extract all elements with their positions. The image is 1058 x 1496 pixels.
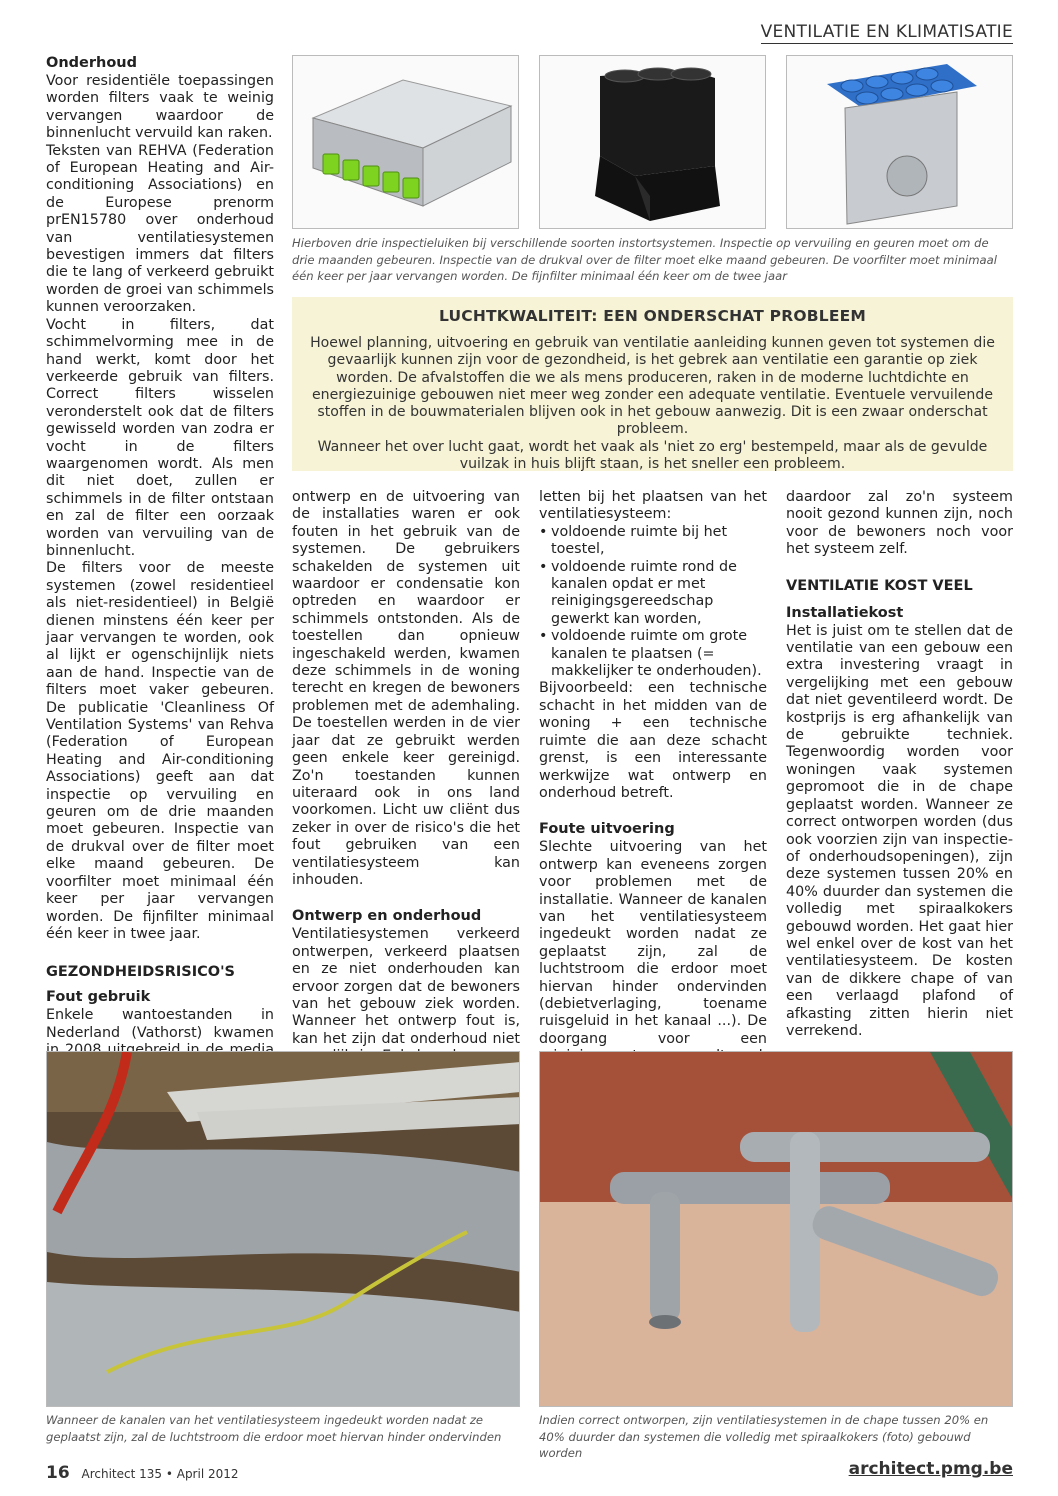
list-item: • voldoende ruimte om grote kanalen te plaatsen (= makkelijker te onderhouden). [539,628,767,680]
list-item: • voldoende ruimte rond de kanalen opdat er met reinigingsgereedschap gewerkt kan worden, [539,559,767,629]
heading-ontwerp-onderhoud: Ontwerp en onderhoud [292,908,482,925]
caption-bottom-left: Wanneer de kanalen van het ventilatiesysteem ingedeukt worden nadat ze geplaatst zijn, zal de luchtstroom die erdoor moet hiervan hinder ondervinden [46,1413,502,1444]
heading-onderhoud: Onderhoud [46,55,138,71]
inspection-box-black-image [540,56,766,229]
paragraph: daardoor zal zo'n systeem nooit gezond kunnen zijn, noch voor de bewoners noch voor het systeem zelf. [786,489,1013,558]
photo-inspection-box-green [292,55,519,229]
bullet-list [539,524,767,681]
callout-paragraph: Hoewel planning, uitvoering en gebruik van ventilatie aanleiding kunnen geven tot systemen die gevaarlijk kunnen zijn voor de gezondheid, is het gebrek aan ventilatie een garantie op ziek worden. De afvalstoffen die we als mens produceren, raken in de moderne luchtdichte en energiezuinige gebouwen niet meer weg zonder een adequate ventilatie. Eventuele vervuilende stoffen in de bouwmaterialen blijven ook in het gebouw aanwezig. Dit is een zwaar onderschat probleem. [310,335,995,438]
inspection-box-green-image [293,56,519,229]
paragraph: Slechte uitvoering van het ontwerp kan eveneens zorgen voor problemen met de installatie. Wanneer de kanalen van het ventilatiesysteem ingedeukt worden nadat ze geplaatst zijn, zal de luchtstroom die erdoor moet hiervan hinder ondervinden (debietverlaging, toename ruisgeluid in het kanaal ...). De doorgang voor een [539,839,767,1047]
dented-ducts-image [47,1052,520,1407]
footer-url-link[interactable]: architect.pmg.be [848,1459,1013,1479]
spiral-ducts-image [540,1052,1013,1407]
column-4 [786,489,1013,1040]
footer-issue [46,1463,239,1483]
paragraph: Teksten van REHVA (Federation of European Heating and Air-conditioning Associations) en de Europese prenorm prEN15780 over onderhoud van ventilatiesystemen bevestigen immers dat filters die te lang of verkeerd gebruikt worden de groei van schimmels kunnen veroorzaken. [46,142,274,316]
list-item: • voldoende ruimte bij het toestel, [539,524,767,559]
paragraph: Enkele wantoestanden in Nederland (Vathorst) kwamen [46,1007,274,1041]
column-1 [46,54,274,1094]
section-header: VENTILATIE EN KLIMATISATIE [760,22,1013,42]
paragraph: ontwerp en de uitvoering van de installaties waren er ook fouten in het gebruik van de systemen. De gebruikers schakelden de systemen uit waardoor er condensatie kon optreden en waardoor er schimmels ontstonden. Als de toestellen dan opnieuw ingeschakeld werden, kwamen deze schimmels in de woning terecht en kregen de bewoners problemen met de ademhaling. De toestellen werden in de vier jaar dat ze gebruikt werden geen enkele keer gereinigd. Zo'n toestanden kunnen uiteraard ook in ons land voorkomen. Licht uw cliënt dus zeker in over de risico's die het fout gebruiken van een ventilatiesysteem kan inhouden. [292,489,520,888]
heading-fout-gebruik: Fout gebruik [46,989,151,1006]
paragraph: letten bij het plaatsen van het ventilatiesysteem: [539,489,767,523]
paragraph: Vocht in filters, dat schimmelvorming mee in de hand werkt, komt door het verkeerde gebruik van filters. Correct filters wisselen veronderstelt ook dat de filters gewisseld worden van zodra er vocht in de filters waargenomen wordt. Als men dit niet doet, zullen er schimmels in de filter ontstaan en zal de filter een oorzaak worden van vervuiling van de binnenlucht. [46,316,274,559]
paragraph: Bijvoorbeeld: een technische schacht in het midden van de woning + een technische ruimte die aan deze schacht grenst, is een interessante werkwijze wat ontwerp en onderhoud betreft. [539,680,767,801]
issue-label: Architect 135 • April 2012 [81,1467,239,1481]
caption-bottom-right: Indien correct ontworpen, zijn ventilatiesystemen in de chape tussen 20% en 40% duurder dan systemen die volledig met spiraalkokers (foto) gebouwd worden [539,1413,989,1460]
heading-gezondheidsrisicos: GEZONDHEIDSRISICO'S [46,964,235,981]
photo-inspection-box-black [539,55,766,229]
callout-box [292,297,1013,471]
photo-inspection-box-blue [786,55,1013,229]
paragraph: Het is juist om te stellen dat de ventilatie van een gebouw een extra investering vraagt in vergelijking met een gebouw dat niet geventileerd wordt. De kostprijs is erg afhankelijk van de gebruikte techniek. Tegenwoordig worden voor woningen vaak systemen gepromoot die in de chape geplaatst worden. Wanneer ze correct ontworpen worden (dus ook voorzien zijn van inspectie- of onderhoudsopeningen), zijn deze systemen tussen 20% en 40% duurder dan systemen die volledig met spiraalkokers gebouwd worden. Het gaat hier wel enkel over de kost van het ventilatiesysteem. De kosten van de dikkere chape of van een verlaagd plafond of afkasting zitten hierin niet verrekend. [786,622,1013,1039]
column-2 [292,489,520,1083]
photo-dented-ducts [46,1051,520,1407]
callout-title: LUCHTKWALITEIT: EEN ONDERSCHAT PROBLEEM [438,307,867,325]
inspection-box-blue-image [787,56,1013,229]
caption-top-photos: Hierboven drie inspectieluiken bij verschillende soorten instortsystemen. Inspectie op vervuiling en geuren moet om de drie maanden gebeuren. Inspectie van de drukval over de filter moet elke maand gebeuren. De voorfilter moet minimaal één keer per jaar vervangen worden. De fijnfilter minimaal één keer om de twee jaar [292,236,997,283]
column-3 [539,489,767,1083]
photo-spiral-ducts [539,1051,1013,1407]
paragraph: Voor residentiële toepassingen worden filters vaak te weinig vervangen waardoor de binnenlucht vervuild kan raken. [46,73,274,142]
page-number: 16 [46,1463,70,1483]
paragraph: De filters voor de meeste systemen (zowel residentieel als niet-residentieel) in België dienen minstens één keer per jaar vervangen te worden, ook al lijkt er ogenschijnlijk niets aan de hand. Inspectie van de filters moet vaker gebeuren. De publicatie 'Cleanliness Of Ventilation Systems' van Rehva (Federation of European Heating and Air-conditioning Associations) geeft aan dat inspectie op vervuiling en geuren om de drie maanden moet gebeuren. Inspectie van de drukval over de filter moet elke maand gebeuren. De voorfilter moet minimaal één keer per jaar vervangen worden. De fijnfilter minimaal één keer in twee jaar. [46,560,274,942]
heading-installatiekost: Installatiekost [786,604,904,621]
paragraph: Ventilatiesystemen verkeerd ontwerpen, verkeerd plaatsen en ze niet onderhouden kan ervoor zorgen dat de bewoners van het gebouw ziek worden. Wanneer het ontwerp fout is, kan het zijn dat onderhoud niet [292,926,520,1047]
callout-paragraph: Wanneer het over lucht gaat, wordt het vaak als 'niet zo erg' bestempeld, maar als de gevulde vuilzak in huis blijft staan, is het sneller een probleem. [317,438,988,473]
heading-ventilatie-kost-veel: VENTILATIE KOST VEEL [786,577,973,594]
heading-foute-uitvoering: Foute uitvoering [539,821,675,838]
